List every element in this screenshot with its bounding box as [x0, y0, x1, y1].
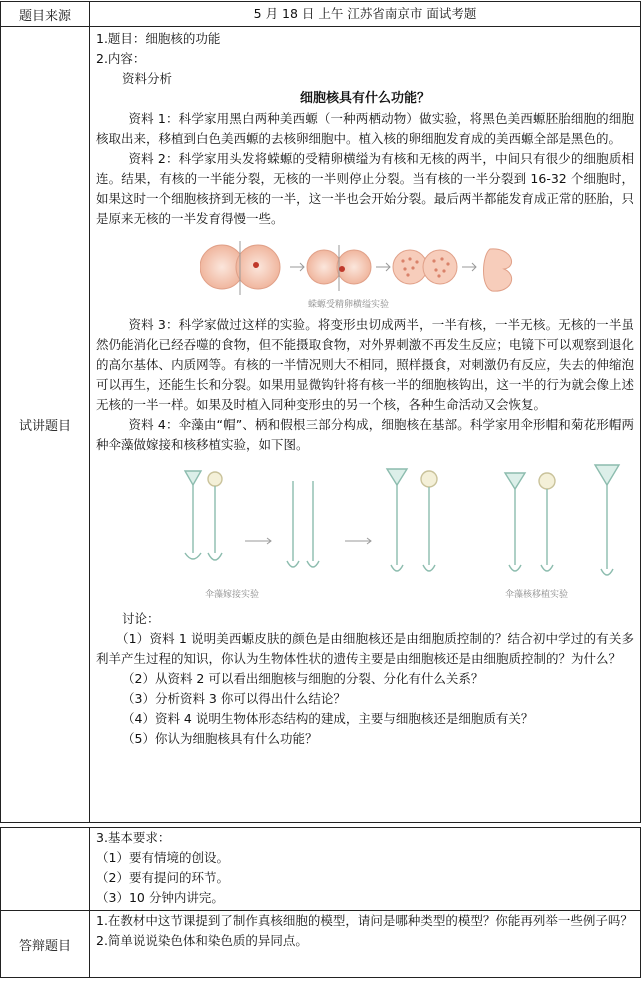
figure-newt-egg [200, 235, 530, 309]
requirements-label [1, 828, 90, 911]
material-subhead: 资料分析 [122, 71, 173, 86]
topic-line: 1.题目：细胞核的功能 [96, 31, 221, 46]
transplant-caption: 伞藻核移植实验 [505, 590, 569, 600]
requirement-1: （1）要有情境的创设。 [96, 850, 229, 865]
acetabularia-diagram [95, 461, 635, 601]
question-2: （2）从资料 2 可以看出细胞核与细胞的分裂、分化有什么关系？ [122, 671, 484, 686]
source-value: 5 月 18 日 上午 江苏省南京市 面试考题 [90, 2, 641, 27]
defense-row [1, 911, 641, 978]
material-3: 资料 3：科学家做过这样的实验。将变形虫切成两半，一半有核，一半无核。无核的一半虽然仍能消化已经吞噬的食物，但不能摄取食物，对外界刺激不再发生反应；电镜下可以观察到退化的高尔基体、内质网等。有核的一半情况则大不相同，照样摄食，对刺激仍有反应，失去的伸缩泡可以再生，还能生长和分裂。如果用显微钩针将有核一半的细胞核钩出，这一半的行为就会像上述无核的一半一样。如果及时植入同种变形虫的另一个核，各种生命活动又会恢复。 [96, 317, 634, 412]
defense-content [90, 911, 641, 978]
discussion-label: 讨论： [122, 611, 160, 626]
requirements-row [1, 828, 641, 911]
defense-question-1: 1.在教材中这节课提到了制作真核细胞的模型，请问是哪种类型的模型？你能再列举一些例子吗？ [96, 913, 633, 928]
figure-newt-caption: 蝾螈受精卵横缢实验 [308, 300, 390, 310]
main-table [0, 1, 641, 823]
trial-lecture-row [1, 27, 641, 823]
egg-stage-1 [200, 241, 280, 295]
requirement-2: （2）要有提问的环节。 [96, 870, 229, 885]
defense-label: 答辩题目 [1, 911, 90, 978]
second-table [0, 827, 641, 978]
trial-lecture-content [90, 27, 641, 823]
requirements-title: 3.基本要求： [96, 830, 171, 845]
requirements-content [90, 828, 641, 911]
material-4: 资料 4：伞藻由“帽”、柄和假根三部分构成，细胞核在基部。科学家用伞形帽和菊花形帽两种伞藻做嫁接和核移植实验，如下图。 [96, 417, 634, 452]
defense-question-2: 2.简单说说染色体和染色质的异同点。 [96, 933, 308, 948]
egg-stage-4 [484, 249, 512, 291]
source-label: 题目来源 [1, 2, 90, 27]
source-row [1, 2, 641, 27]
material-2: 资料 2：科学家用头发将蝾螈的受精卵横缢为有核和无核的两半，中间只有很少的细胞质相连。结果，有核的一半能分裂，无核的一半则停止分裂。当有核的一半分裂到 16-32 个细胞时，如果这时一个细胞核挤到无核的一半，这一半也会开始分裂。最后两半都能发育成正常的胚胎，只是原来无核的一半发育得慢一些。 [96, 151, 634, 226]
figure-acetabularia [95, 461, 635, 601]
question-4: （4）资料 4 说明生物体形态结构的建成，主要与细胞核还是细胞质有关？ [122, 711, 534, 726]
content-label: 2.内容： [96, 51, 146, 66]
question-5: （5）你认为细胞核具有什么功能？ [122, 731, 318, 746]
material-1: 资料 1：科学家用黑白两种美西螈（一种两栖动物）做实验，将黑色美西螈胚胎细胞的细胞核取出来，移植到白色美西螈的去核卵细胞中。植入核的卵细胞发育成的美西螈全部是黑色的。 [96, 111, 634, 146]
question-1: （1）资料 1 说明美西螈皮肤的颜色是由细胞核还是由细胞质控制的？结合初中学过的有关多利羊产生过程的知识，你认为生物体性状的遗传主要是由细胞核还是由细胞质控制的？为什么？ [96, 631, 634, 666]
article-title: 细胞核具有什么功能？ [299, 91, 430, 106]
requirement-3: （3）10 分钟内讲完。 [96, 890, 224, 905]
grafting-experiment [185, 469, 437, 571]
trial-lecture-label: 试讲题目 [1, 27, 90, 823]
grafting-caption: 伞藻嫁接实验 [205, 590, 260, 600]
nuclear-transplant-experiment [505, 465, 619, 575]
egg-stage-2 [307, 245, 371, 291]
question-3: （3）分析资料 3 你可以得出什么结论？ [122, 691, 346, 706]
egg-stage-3 [393, 250, 457, 284]
